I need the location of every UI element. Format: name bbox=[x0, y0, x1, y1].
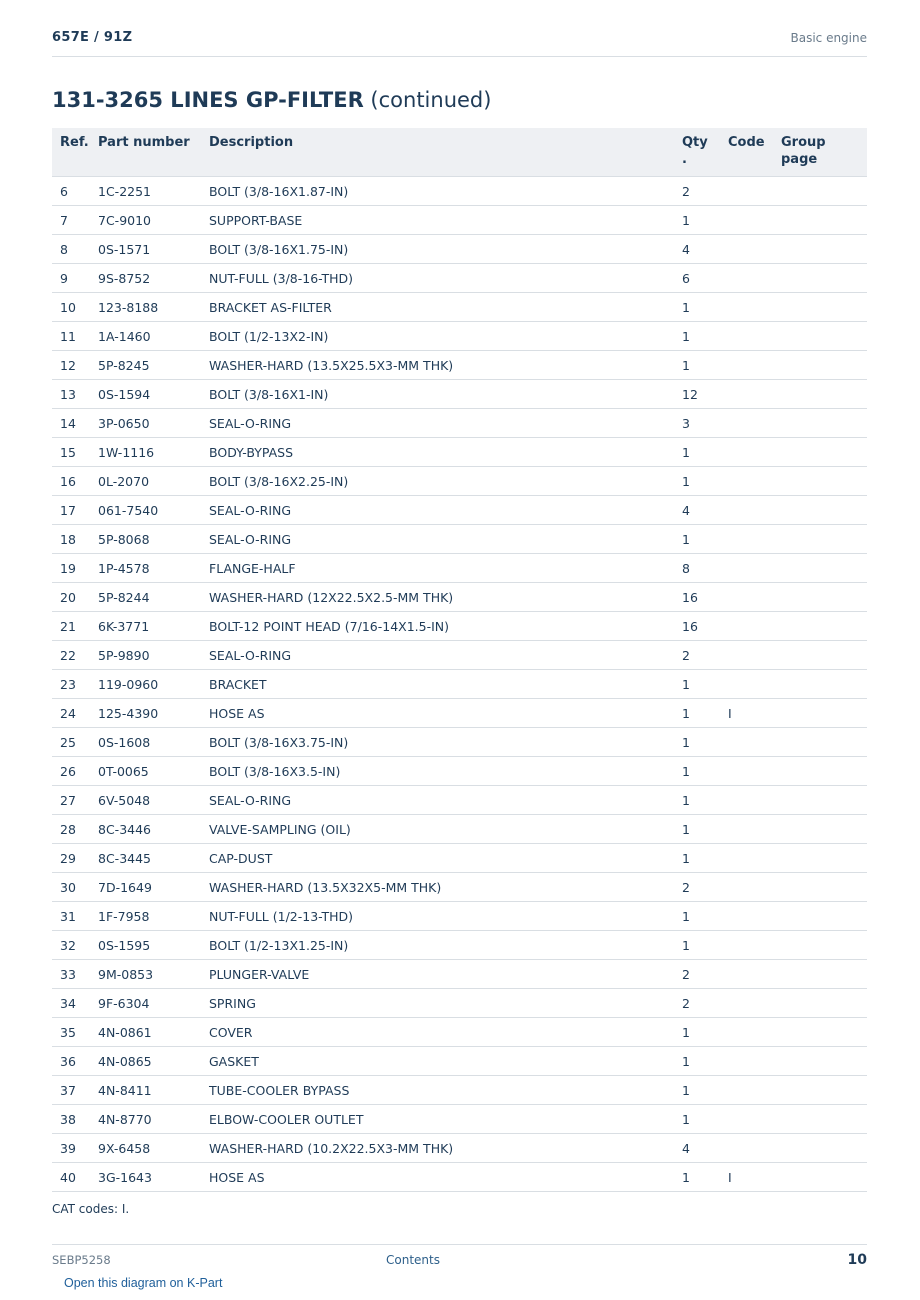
contents-link[interactable]: Contents bbox=[386, 1253, 440, 1267]
ref-cell: 6 bbox=[52, 177, 98, 206]
part-number-cell: 8C-3445 bbox=[98, 844, 209, 873]
code-cell bbox=[728, 612, 781, 641]
ref-cell: 13 bbox=[52, 380, 98, 409]
group-page-cell bbox=[781, 206, 867, 235]
description-cell: SEAL-O-RING bbox=[209, 496, 682, 525]
code-cell bbox=[728, 786, 781, 815]
table-body bbox=[52, 177, 867, 1192]
description-cell: BOLT (3/8-16X2.25-IN) bbox=[209, 467, 682, 496]
ref-cell: 17 bbox=[52, 496, 98, 525]
description-cell: BOLT (3/8-16X1.87-IN) bbox=[209, 177, 682, 206]
qty-cell: 4 bbox=[682, 1134, 728, 1163]
code-cell bbox=[728, 931, 781, 960]
group-page-cell bbox=[781, 525, 867, 554]
table-row bbox=[52, 177, 867, 206]
qty-cell: 2 bbox=[682, 960, 728, 989]
table-row bbox=[52, 206, 867, 235]
ref-cell: 24 bbox=[52, 699, 98, 728]
table-row bbox=[52, 786, 867, 815]
qty-cell: 4 bbox=[682, 496, 728, 525]
qty-cell: 6 bbox=[682, 264, 728, 293]
kpart-diagram-link[interactable]: Open this diagram on K-Part bbox=[64, 1276, 223, 1290]
code-cell bbox=[728, 1018, 781, 1047]
table-row bbox=[52, 960, 867, 989]
table-row bbox=[52, 583, 867, 612]
part-number-cell: 9F-6304 bbox=[98, 989, 209, 1018]
code-cell bbox=[728, 989, 781, 1018]
code-cell bbox=[728, 583, 781, 612]
description-cell: SEAL-O-RING bbox=[209, 786, 682, 815]
table-row bbox=[52, 844, 867, 873]
qty-cell: 1 bbox=[682, 786, 728, 815]
table-row bbox=[52, 815, 867, 844]
description-cell: BOLT (3/8-16X1.75-IN) bbox=[209, 235, 682, 264]
part-number-cell: 5P-8245 bbox=[98, 351, 209, 380]
part-number-cell: 4N-0861 bbox=[98, 1018, 209, 1047]
qty-cell: 1 bbox=[682, 467, 728, 496]
code-cell bbox=[728, 496, 781, 525]
group-page-cell bbox=[781, 844, 867, 873]
ref-cell: 34 bbox=[52, 989, 98, 1018]
ref-cell: 33 bbox=[52, 960, 98, 989]
table-row bbox=[52, 1163, 867, 1192]
code-cell bbox=[728, 293, 781, 322]
qty-cell: 1 bbox=[682, 1105, 728, 1134]
ref-cell: 39 bbox=[52, 1134, 98, 1163]
table-row bbox=[52, 612, 867, 641]
code-cell bbox=[728, 1076, 781, 1105]
group-page-cell bbox=[781, 873, 867, 902]
table-row bbox=[52, 322, 867, 351]
group-page-cell bbox=[781, 264, 867, 293]
code-cell: I bbox=[728, 1163, 781, 1192]
part-number-cell: 0S-1571 bbox=[98, 235, 209, 264]
ref-cell: 26 bbox=[52, 757, 98, 786]
ref-cell: 8 bbox=[52, 235, 98, 264]
table-row bbox=[52, 989, 867, 1018]
description-cell: NUT-FULL (1/2-13-THD) bbox=[209, 902, 682, 931]
part-number-cell: 0T-0065 bbox=[98, 757, 209, 786]
ref-cell: 29 bbox=[52, 844, 98, 873]
group-page-cell bbox=[781, 815, 867, 844]
part-number-cell: 5P-9890 bbox=[98, 641, 209, 670]
code-cell bbox=[728, 757, 781, 786]
group-page-cell bbox=[781, 1163, 867, 1192]
table-row bbox=[52, 264, 867, 293]
column-header-description: Description bbox=[209, 128, 682, 177]
model-label: 657E / 91Z bbox=[52, 30, 133, 45]
ref-cell: 7 bbox=[52, 206, 98, 235]
column-header-ref: Ref. bbox=[52, 128, 98, 177]
part-number-cell: 119-0960 bbox=[98, 670, 209, 699]
code-cell bbox=[728, 1047, 781, 1076]
table-row bbox=[52, 293, 867, 322]
qty-cell: 1 bbox=[682, 931, 728, 960]
description-cell: ELBOW-COOLER OUTLET bbox=[209, 1105, 682, 1134]
code-cell bbox=[728, 177, 781, 206]
part-number-cell: 9X-6458 bbox=[98, 1134, 209, 1163]
part-number-cell: 3P-0650 bbox=[98, 409, 209, 438]
table-row bbox=[52, 554, 867, 583]
ref-cell: 16 bbox=[52, 467, 98, 496]
part-number-cell: 0S-1594 bbox=[98, 380, 209, 409]
ref-cell: 20 bbox=[52, 583, 98, 612]
description-cell: WASHER-HARD (13.5X25.5X3-MM THK) bbox=[209, 351, 682, 380]
qty-cell: 1 bbox=[682, 322, 728, 351]
group-page-cell bbox=[781, 728, 867, 757]
group-page-cell bbox=[781, 641, 867, 670]
table-row bbox=[52, 1134, 867, 1163]
part-number-cell: 0L-2070 bbox=[98, 467, 209, 496]
table-header-row bbox=[52, 128, 867, 177]
description-cell: COVER bbox=[209, 1018, 682, 1047]
ref-cell: 15 bbox=[52, 438, 98, 467]
table-row bbox=[52, 1047, 867, 1076]
group-page-cell bbox=[781, 322, 867, 351]
group-page-cell bbox=[781, 786, 867, 815]
table-row bbox=[52, 351, 867, 380]
table-row bbox=[52, 670, 867, 699]
description-cell: SEAL-O-RING bbox=[209, 409, 682, 438]
part-number-cell: 0S-1595 bbox=[98, 931, 209, 960]
group-page-cell bbox=[781, 409, 867, 438]
part-number-cell: 061-7540 bbox=[98, 496, 209, 525]
description-cell: HOSE AS bbox=[209, 699, 682, 728]
group-page-cell bbox=[781, 960, 867, 989]
group-page-cell bbox=[781, 931, 867, 960]
code-cell bbox=[728, 554, 781, 583]
group-page-cell bbox=[781, 467, 867, 496]
table-row bbox=[52, 380, 867, 409]
table-row bbox=[52, 467, 867, 496]
code-cell bbox=[728, 264, 781, 293]
qty-cell: 16 bbox=[682, 612, 728, 641]
qty-cell: 1 bbox=[682, 206, 728, 235]
part-number-cell: 8C-3446 bbox=[98, 815, 209, 844]
group-page-cell bbox=[781, 380, 867, 409]
qty-cell: 8 bbox=[682, 554, 728, 583]
description-cell: BRACKET bbox=[209, 670, 682, 699]
ref-cell: 21 bbox=[52, 612, 98, 641]
ref-cell: 40 bbox=[52, 1163, 98, 1192]
qty-cell: 2 bbox=[682, 177, 728, 206]
code-cell bbox=[728, 873, 781, 902]
part-number-cell: 1A-1460 bbox=[98, 322, 209, 351]
code-cell bbox=[728, 206, 781, 235]
group-page-cell bbox=[781, 670, 867, 699]
ref-cell: 9 bbox=[52, 264, 98, 293]
footer-divider bbox=[52, 1244, 867, 1245]
title-group-name: 131-3265 LINES GP-FILTER bbox=[52, 88, 364, 112]
code-cell bbox=[728, 235, 781, 264]
group-page-cell bbox=[781, 177, 867, 206]
qty-cell: 2 bbox=[682, 641, 728, 670]
ref-cell: 22 bbox=[52, 641, 98, 670]
qty-cell: 1 bbox=[682, 699, 728, 728]
table-row bbox=[52, 1076, 867, 1105]
group-page-cell bbox=[781, 583, 867, 612]
code-cell bbox=[728, 670, 781, 699]
ref-cell: 27 bbox=[52, 786, 98, 815]
part-number-cell: 0S-1608 bbox=[98, 728, 209, 757]
ref-cell: 14 bbox=[52, 409, 98, 438]
table-row bbox=[52, 525, 867, 554]
part-number-cell: 9S-8752 bbox=[98, 264, 209, 293]
part-number-cell: 9M-0853 bbox=[98, 960, 209, 989]
table-row bbox=[52, 641, 867, 670]
ref-cell: 23 bbox=[52, 670, 98, 699]
description-cell: WASHER-HARD (10.2X22.5X3-MM THK) bbox=[209, 1134, 682, 1163]
code-cell: I bbox=[728, 699, 781, 728]
description-cell: VALVE-SAMPLING (OIL) bbox=[209, 815, 682, 844]
ref-cell: 25 bbox=[52, 728, 98, 757]
qty-cell: 1 bbox=[682, 293, 728, 322]
ref-cell: 11 bbox=[52, 322, 98, 351]
qty-cell: 1 bbox=[682, 438, 728, 467]
code-cell bbox=[728, 960, 781, 989]
qty-cell: 4 bbox=[682, 235, 728, 264]
ref-cell: 30 bbox=[52, 873, 98, 902]
qty-cell: 1 bbox=[682, 757, 728, 786]
qty-cell: 1 bbox=[682, 844, 728, 873]
part-number-cell: 125-4390 bbox=[98, 699, 209, 728]
part-number-cell: 6K-3771 bbox=[98, 612, 209, 641]
qty-cell: 1 bbox=[682, 902, 728, 931]
group-page-cell bbox=[781, 351, 867, 380]
description-cell: BOLT (3/8-16X1-IN) bbox=[209, 380, 682, 409]
part-number-cell: 1C-2251 bbox=[98, 177, 209, 206]
ref-cell: 37 bbox=[52, 1076, 98, 1105]
description-cell: SEAL-O-RING bbox=[209, 641, 682, 670]
column-header-group-page: Group page bbox=[781, 128, 867, 177]
part-number-cell: 1P-4578 bbox=[98, 554, 209, 583]
parts-table bbox=[52, 128, 867, 1192]
page-number: 10 bbox=[847, 1252, 867, 1268]
group-page-cell bbox=[781, 699, 867, 728]
qty-cell: 1 bbox=[682, 1076, 728, 1105]
ref-cell: 28 bbox=[52, 815, 98, 844]
page-title bbox=[52, 88, 491, 112]
ref-cell: 12 bbox=[52, 351, 98, 380]
group-page-cell bbox=[781, 1018, 867, 1047]
group-page-cell bbox=[781, 496, 867, 525]
group-page-cell bbox=[781, 1105, 867, 1134]
description-cell: SEAL-O-RING bbox=[209, 525, 682, 554]
table-row bbox=[52, 757, 867, 786]
table-row bbox=[52, 699, 867, 728]
table-row bbox=[52, 1018, 867, 1047]
description-cell: BOLT (3/8-16X3.75-IN) bbox=[209, 728, 682, 757]
description-cell: CAP-DUST bbox=[209, 844, 682, 873]
part-number-cell: 123-8188 bbox=[98, 293, 209, 322]
description-cell: FLANGE-HALF bbox=[209, 554, 682, 583]
code-cell bbox=[728, 467, 781, 496]
description-cell: BOLT (1/2-13X1.25-IN) bbox=[209, 931, 682, 960]
description-cell: BOLT-12 POINT HEAD (7/16-14X1.5-IN) bbox=[209, 612, 682, 641]
qty-cell: 1 bbox=[682, 1163, 728, 1192]
description-cell: BOLT (1/2-13X2-IN) bbox=[209, 322, 682, 351]
table-row bbox=[52, 409, 867, 438]
cat-codes-note: CAT codes: I. bbox=[52, 1202, 130, 1216]
qty-cell: 1 bbox=[682, 1018, 728, 1047]
ref-cell: 36 bbox=[52, 1047, 98, 1076]
code-cell bbox=[728, 1134, 781, 1163]
part-number-cell: 1F-7958 bbox=[98, 902, 209, 931]
qty-cell: 1 bbox=[682, 1047, 728, 1076]
group-page-cell bbox=[781, 989, 867, 1018]
qty-cell: 1 bbox=[682, 525, 728, 554]
table-row bbox=[52, 902, 867, 931]
table-row bbox=[52, 873, 867, 902]
ref-cell: 10 bbox=[52, 293, 98, 322]
description-cell: NUT-FULL (3/8-16-THD) bbox=[209, 264, 682, 293]
description-cell: PLUNGER-VALVE bbox=[209, 960, 682, 989]
part-number-cell: 7C-9010 bbox=[98, 206, 209, 235]
code-cell bbox=[728, 409, 781, 438]
table-row bbox=[52, 931, 867, 960]
part-number-cell: 4N-8411 bbox=[98, 1076, 209, 1105]
description-cell: BOLT (3/8-16X3.5-IN) bbox=[209, 757, 682, 786]
description-cell: HOSE AS bbox=[209, 1163, 682, 1192]
group-page-cell bbox=[781, 438, 867, 467]
code-cell bbox=[728, 438, 781, 467]
description-cell: TUBE-COOLER BYPASS bbox=[209, 1076, 682, 1105]
column-header-qty: Qty . bbox=[682, 128, 728, 177]
code-cell bbox=[728, 815, 781, 844]
part-number-cell: 7D-1649 bbox=[98, 873, 209, 902]
description-cell: WASHER-HARD (13.5X32X5-MM THK) bbox=[209, 873, 682, 902]
group-page-cell bbox=[781, 554, 867, 583]
code-cell bbox=[728, 322, 781, 351]
code-cell bbox=[728, 525, 781, 554]
group-page-cell bbox=[781, 1047, 867, 1076]
column-header-part-number: Part number bbox=[98, 128, 209, 177]
code-cell bbox=[728, 351, 781, 380]
group-page-cell bbox=[781, 235, 867, 264]
page-header bbox=[52, 28, 867, 57]
code-cell bbox=[728, 380, 781, 409]
ref-cell: 19 bbox=[52, 554, 98, 583]
code-cell bbox=[728, 641, 781, 670]
qty-cell: 2 bbox=[682, 873, 728, 902]
ref-cell: 35 bbox=[52, 1018, 98, 1047]
description-cell: SPRING bbox=[209, 989, 682, 1018]
table-row bbox=[52, 1105, 867, 1134]
ref-cell: 31 bbox=[52, 902, 98, 931]
qty-cell: 1 bbox=[682, 815, 728, 844]
code-cell bbox=[728, 902, 781, 931]
table-row bbox=[52, 235, 867, 264]
title-continued: (continued) bbox=[363, 88, 492, 112]
group-page-cell bbox=[781, 902, 867, 931]
code-cell bbox=[728, 728, 781, 757]
description-cell: BRACKET AS-FILTER bbox=[209, 293, 682, 322]
description-cell: WASHER-HARD (12X22.5X2.5-MM THK) bbox=[209, 583, 682, 612]
document-number: SEBP5258 bbox=[52, 1253, 111, 1267]
column-header-code: Code bbox=[728, 128, 781, 177]
group-page-cell bbox=[781, 612, 867, 641]
qty-cell: 1 bbox=[682, 728, 728, 757]
description-cell: GASKET bbox=[209, 1047, 682, 1076]
ref-cell: 18 bbox=[52, 525, 98, 554]
qty-cell: 1 bbox=[682, 670, 728, 699]
qty-cell: 3 bbox=[682, 409, 728, 438]
part-number-cell: 5P-8244 bbox=[98, 583, 209, 612]
section-label: Basic engine bbox=[790, 31, 867, 45]
qty-cell: 1 bbox=[682, 351, 728, 380]
group-page-cell bbox=[781, 1076, 867, 1105]
code-cell bbox=[728, 1105, 781, 1134]
qty-cell: 12 bbox=[682, 380, 728, 409]
qty-cell: 2 bbox=[682, 989, 728, 1018]
part-number-cell: 4N-8770 bbox=[98, 1105, 209, 1134]
table-row bbox=[52, 728, 867, 757]
table-row bbox=[52, 438, 867, 467]
group-page-cell bbox=[781, 757, 867, 786]
group-page-cell bbox=[781, 293, 867, 322]
description-cell: BODY-BYPASS bbox=[209, 438, 682, 467]
part-number-cell: 4N-0865 bbox=[98, 1047, 209, 1076]
ref-cell: 32 bbox=[52, 931, 98, 960]
part-number-cell: 1W-1116 bbox=[98, 438, 209, 467]
description-cell: SUPPORT-BASE bbox=[209, 206, 682, 235]
code-cell bbox=[728, 844, 781, 873]
part-number-cell: 6V-5048 bbox=[98, 786, 209, 815]
table-row bbox=[52, 496, 867, 525]
group-page-cell bbox=[781, 1134, 867, 1163]
part-number-cell: 5P-8068 bbox=[98, 525, 209, 554]
part-number-cell: 3G-1643 bbox=[98, 1163, 209, 1192]
qty-cell: 16 bbox=[682, 583, 728, 612]
ref-cell: 38 bbox=[52, 1105, 98, 1134]
